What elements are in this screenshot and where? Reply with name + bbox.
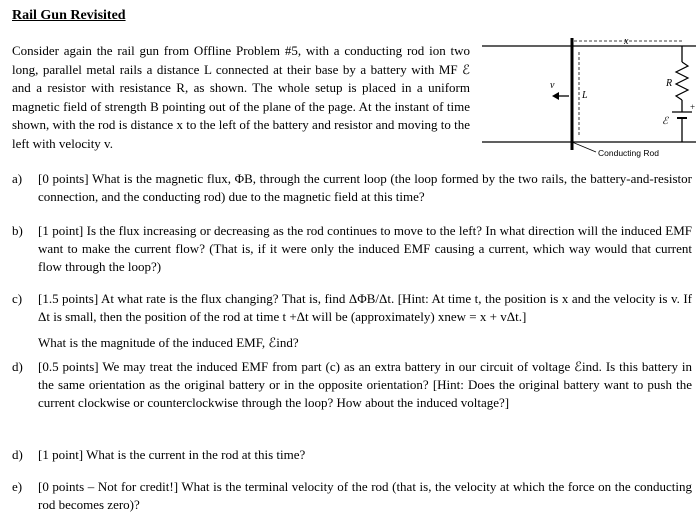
question-text: [0.5 points] We may treat the induced EMF from part (c) as an extra battery in our circuit of voltage ℰind. Is this battery in the same orientation as the original battery or in the opposite orientation? [Hint: Does the original battery want to push the current clockwise or counterclockwise through the loop? How about the induced voltage?] — [38, 359, 692, 410]
l-label: L — [582, 90, 588, 101]
rod-label-leader — [572, 142, 596, 152]
resistor — [676, 62, 688, 100]
question-label: a) — [12, 171, 23, 186]
question-text: [0 points – Not for credit!] What is the terminal velocity of the rod (that is, the velocity at which the force on the conducting rod becomes zero)? — [38, 479, 692, 512]
rod-label: Conducting Rod — [598, 148, 659, 158]
question-label: e) — [12, 479, 23, 494]
question-d2 — [12, 446, 692, 464]
page-title: Rail Gun Revisited — [12, 8, 126, 23]
question-extra: What is the magnitude of the induced EMF, ℰind? — [38, 335, 299, 350]
question-label: d) — [12, 447, 23, 462]
rail-gun-diagram — [474, 32, 700, 167]
x-label: x — [624, 36, 629, 47]
question-text: [1 point] What is the current in the rod at this time? — [38, 447, 306, 462]
question-text: [1 point] Is the flux increasing or decreasing as the rod continues to move to the left? In what direction will the induced EMF want to make the current flow? (That is, if it were only the induced EMF causing a current, which way would that current flow through the loop?) — [38, 223, 692, 274]
question-text: [0 points] What is the magnetic flux, ΦB, through the current loop (the loop formed by the two rails, the battery-and-resistor connection, and the conducting rod) due to the magnetic field at this time? — [38, 171, 692, 204]
question-label: d) — [12, 359, 23, 374]
question-c — [12, 290, 692, 352]
problem-intro: Consider again the rail gun from Offline Problem #5, with a conducting rod ion two long, parallel metal rails a distance L connected at their base by a battery with MF ℰ and a resistor with resistance R, as shown. The whole setup is placed in a uniform magnetic field of strength B pointing out of the plane of the page. At the instant of time shown, with the rod is distance x to the left of the battery and resistor and moving to the left with velocity v. — [12, 43, 470, 151]
question-a — [12, 170, 692, 206]
v-label: v — [550, 80, 555, 91]
question-label: b) — [12, 223, 23, 238]
question-text: [1.5 points] At what rate is the flux changing? That is, find ΔΦB/Δt. [Hint: At time t, the position is x and the velocity is v. If Δt is small, then the position of the rod at time t +Δt will be (approximately) xnew = x + vΔt.] — [38, 291, 692, 324]
plus-label: + — [690, 102, 696, 112]
emf-label: ℰ — [662, 116, 669, 127]
question-e — [12, 478, 692, 514]
r-label: R — [666, 78, 673, 89]
question-label: c) — [12, 291, 23, 306]
question-d1 — [12, 358, 692, 412]
velocity-arrowhead — [552, 92, 559, 100]
question-b — [12, 222, 692, 276]
